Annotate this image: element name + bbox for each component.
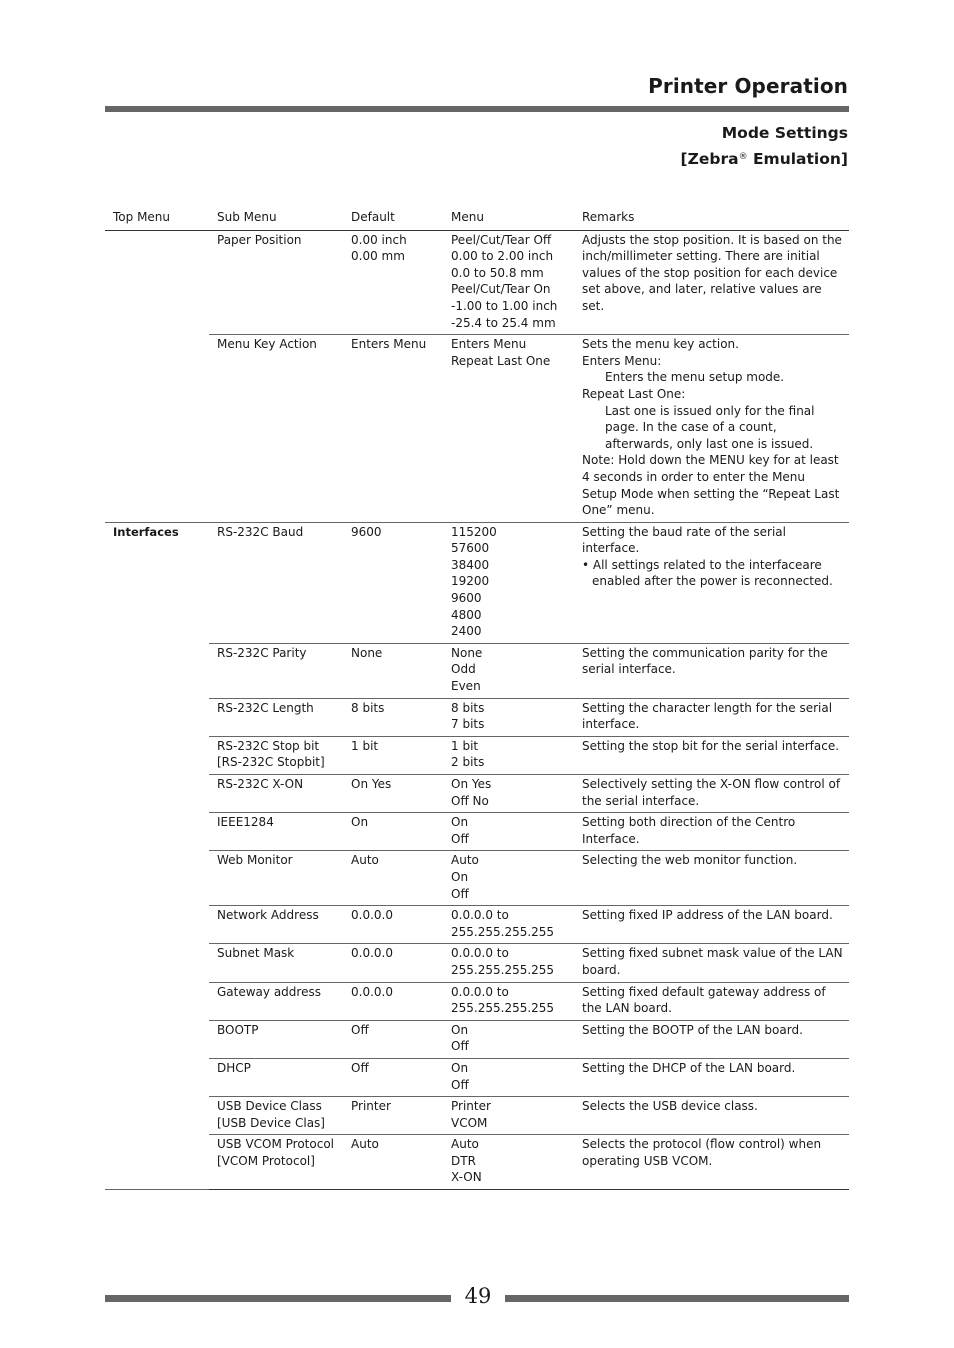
top-menu-cell [105, 982, 209, 1020]
table-header-row [105, 207, 849, 230]
sub-menu-cell: Menu Key Action [209, 335, 343, 523]
top-menu-cell [105, 1135, 209, 1190]
menu-options-cell: 115200 57600 38400 19200 9600 4800 2400 [443, 522, 574, 643]
top-menu-cell [105, 335, 209, 523]
remarks-cell: Selectively setting the X-ON flow control of the serial interface. [574, 775, 849, 813]
sub-menu-cell: USB Device Class [USB Device Clas] [209, 1097, 343, 1135]
table-row [105, 736, 849, 774]
table-row [105, 335, 849, 523]
table-row [105, 1058, 849, 1096]
sub-menu-cell: RS-232C Stop bit [RS-232C Stopbit] [209, 736, 343, 774]
page-number: 49 [464, 1284, 492, 1308]
top-menu-cell [105, 698, 209, 736]
sub-menu-cell: IEEE1284 [209, 813, 343, 851]
remarks-cell: Adjusts the stop position. It is based on the inch/millimeter setting. There are initial values of the stop position for each device set above, and later, relative values are set. [574, 230, 849, 335]
table-row [105, 944, 849, 982]
menu-options-cell: Auto DTR X-ON [443, 1135, 574, 1190]
sub-menu-cell: Gateway address [209, 982, 343, 1020]
remarks-cell: Setting the stop bit for the serial interface. [574, 736, 849, 774]
remarks-cell: Setting the DHCP of the LAN board. [574, 1058, 849, 1096]
top-menu-cell [105, 1058, 209, 1096]
menu-options-cell: Peel/Cut/Tear Off 0.00 to 2.00 inch 0.0 to 50.8 mm Peel/Cut/Tear On -1.00 to 1.00 inch -25.4 to 25.4 mm [443, 230, 574, 335]
default-cell: Off [343, 1020, 443, 1058]
menu-options-cell: None Odd Even [443, 643, 574, 698]
menu-options-cell: Printer VCOM [443, 1097, 574, 1135]
settings-table [105, 207, 849, 1190]
top-menu-cell [105, 813, 209, 851]
sub-menu-cell: Subnet Mask [209, 944, 343, 982]
top-menu-cell: Interfaces [113, 524, 179, 539]
table-row [105, 906, 849, 944]
remarks-cell: Selects the protocol (flow control) when operating USB VCOM. [574, 1135, 849, 1190]
column-header-default: Default [343, 207, 443, 230]
menu-options-cell: On Off [443, 813, 574, 851]
column-header-remarks: Remarks [574, 207, 849, 230]
default-cell: 0.0.0.0 [343, 944, 443, 982]
table-row [105, 698, 849, 736]
table-row [105, 1020, 849, 1058]
section-title-line2: [Zebra® Emulation] [680, 150, 848, 168]
table-row [105, 813, 849, 851]
column-header-sub-menu: Sub Menu [209, 207, 343, 230]
footer-rule-left [105, 1295, 451, 1302]
menu-options-cell: 0.0.0.0 to 255.255.255.255 [443, 906, 574, 944]
default-cell: 1 bit [343, 736, 443, 774]
default-cell: On [343, 813, 443, 851]
table-row [105, 851, 849, 906]
default-cell: Enters Menu [343, 335, 443, 523]
sub-menu-cell: USB VCOM Protocol [VCOM Protocol] [209, 1135, 343, 1190]
sub-menu-cell: RS-232C Parity [209, 643, 343, 698]
menu-options-cell: On Off [443, 1058, 574, 1096]
default-cell: None [343, 643, 443, 698]
remarks-cell: Sets the menu key action. Enters Menu: Enters the menu setup mode. Repeat Last One: Last one is issued only for the final page. In the case of a count, afterwards, only last one is issued. Note: Hold down the MENU key for at least 4 seconds in order to enter the Menu Setup Mode when setting the “Repeat Last One” menu. [574, 335, 849, 523]
default-cell: On Yes [343, 775, 443, 813]
top-menu-cell [105, 775, 209, 813]
top-menu-cell [105, 944, 209, 982]
default-cell: Off [343, 1058, 443, 1096]
default-cell: 9600 [343, 522, 443, 643]
top-menu-cell [105, 906, 209, 944]
menu-options-cell: Enters Menu Repeat Last One [443, 335, 574, 523]
default-cell: Auto [343, 1135, 443, 1190]
sub-menu-cell: RS-232C Baud [209, 522, 343, 643]
menu-options-cell: 0.0.0.0 to 255.255.255.255 [443, 944, 574, 982]
remarks-cell: Selects the USB device class. [574, 1097, 849, 1135]
default-cell: 0.0.0.0 [343, 982, 443, 1020]
top-menu-cell [105, 851, 209, 906]
table-row [105, 522, 849, 643]
page-title: Printer Operation [648, 74, 848, 98]
section-title [681, 121, 848, 171]
remarks-cell: Selecting the web monitor function. [574, 851, 849, 906]
sub-menu-cell: DHCP [209, 1058, 343, 1096]
top-menu-cell [105, 736, 209, 774]
menu-options-cell: 8 bits 7 bits [443, 698, 574, 736]
top-menu-cell [105, 1097, 209, 1135]
menu-options-cell: On Yes Off No [443, 775, 574, 813]
table-row [105, 982, 849, 1020]
default-cell: 8 bits [343, 698, 443, 736]
table-row [105, 230, 849, 335]
menu-options-cell: 0.0.0.0 to 255.255.255.255 [443, 982, 574, 1020]
table-row [105, 643, 849, 698]
column-header-top-menu: Top Menu [105, 207, 209, 230]
remarks-cell: Setting the baud rate of the serial interface. • All settings related to the interfaceare enabled after the power is reconnected. [574, 522, 849, 643]
remarks-cell: Setting the communication parity for the serial interface. [574, 643, 849, 698]
table-body [105, 230, 849, 1189]
top-menu-cell [105, 230, 209, 335]
remarks-cell: Setting fixed default gateway address of the LAN board. [574, 982, 849, 1020]
registered-mark: ® [738, 152, 748, 162]
top-menu-cell [105, 643, 209, 698]
sub-menu-cell: Paper Position [209, 230, 343, 335]
menu-options-cell: 1 bit 2 bits [443, 736, 574, 774]
sub-menu-cell: BOOTP [209, 1020, 343, 1058]
section-title-line1: Mode Settings [721, 124, 848, 142]
top-menu-cell [105, 1020, 209, 1058]
footer-rule-right [505, 1295, 849, 1302]
remarks-cell: Setting the BOOTP of the LAN board. [574, 1020, 849, 1058]
sub-menu-cell: Web Monitor [209, 851, 343, 906]
sub-menu-cell: RS-232C X-ON [209, 775, 343, 813]
header-rule [105, 106, 849, 112]
default-cell: Printer [343, 1097, 443, 1135]
table-row [105, 1097, 849, 1135]
remarks-cell: Setting the character length for the serial interface. [574, 698, 849, 736]
remarks-cell: Setting both direction of the Centro Interface. [574, 813, 849, 851]
remarks-cell: Setting fixed subnet mask value of the LAN board. [574, 944, 849, 982]
table-row [105, 1135, 849, 1190]
sub-menu-cell: RS-232C Length [209, 698, 343, 736]
sub-menu-cell: Network Address [209, 906, 343, 944]
table-row [105, 775, 849, 813]
default-cell: Auto [343, 851, 443, 906]
menu-options-cell: On Off [443, 1020, 574, 1058]
default-cell: 0.00 inch 0.00 mm [343, 230, 443, 335]
remarks-cell: Setting fixed IP address of the LAN board. [574, 906, 849, 944]
default-cell: 0.0.0.0 [343, 906, 443, 944]
menu-options-cell: Auto On Off [443, 851, 574, 906]
column-header-menu: Menu [443, 207, 574, 230]
